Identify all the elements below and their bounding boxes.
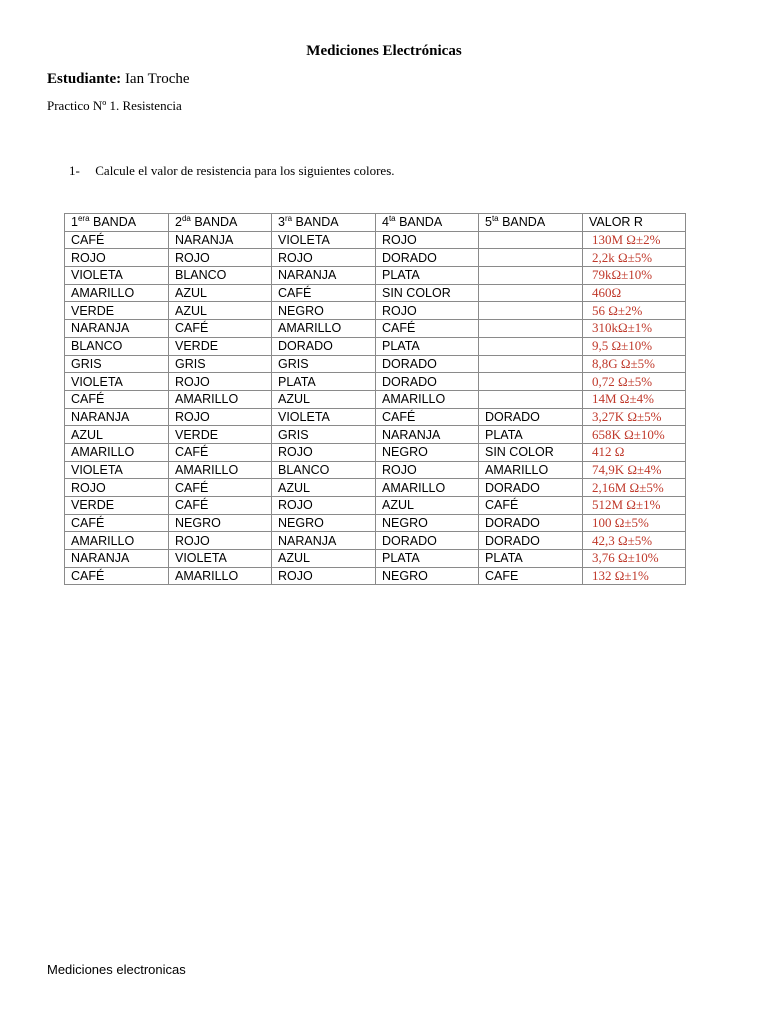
band-1-cell: BLANCO: [65, 337, 169, 355]
band-3-cell: GRIS: [272, 355, 376, 373]
table-row: [65, 497, 686, 515]
value-r-cell: 14M Ω±4%: [583, 390, 686, 408]
band-4-cell: ROJO: [376, 302, 479, 320]
band-2-cell: ROJO: [169, 373, 272, 391]
band-5-cell: [479, 267, 583, 285]
table-row: [65, 514, 686, 532]
band-3-cell: AZUL: [272, 479, 376, 497]
value-r-cell: 42,3 Ω±5%: [583, 532, 686, 550]
band-1-cell: CAFÉ: [65, 390, 169, 408]
table-row: [65, 443, 686, 461]
band-4-cell: PLATA: [376, 550, 479, 568]
band-4-cell: SIN COLOR: [376, 284, 479, 302]
band-2-cell: AZUL: [169, 302, 272, 320]
value-r-cell: 310kΩ±1%: [583, 320, 686, 338]
band-2-cell: ROJO: [169, 532, 272, 550]
header-label: BANDA: [89, 215, 137, 230]
table-row: [65, 249, 686, 267]
header-band-1: [65, 214, 169, 232]
value-r-cell: 74,9K Ω±4%: [583, 461, 686, 479]
table-row: [65, 231, 686, 249]
band-2-cell: AMARILLO: [169, 390, 272, 408]
band-5-cell: [479, 320, 583, 338]
band-4-cell: DORADO: [376, 373, 479, 391]
band-5-cell: [479, 355, 583, 373]
band-3-cell: AZUL: [272, 390, 376, 408]
table-body: [65, 231, 686, 585]
table-row: [65, 337, 686, 355]
page-footer: Mediciones electronicas: [47, 962, 186, 977]
table-row: [65, 302, 686, 320]
header-ordinal-suffix: ta: [491, 214, 499, 224]
band-4-cell: CAFÉ: [376, 408, 479, 426]
band-4-cell: NEGRO: [376, 514, 479, 532]
band-2-cell: AZUL: [169, 284, 272, 302]
band-3-cell: VIOLETA: [272, 408, 376, 426]
value-r-cell: 0,72 Ω±5%: [583, 373, 686, 391]
table-row: [65, 320, 686, 338]
band-2-cell: VERDE: [169, 337, 272, 355]
band-1-cell: AMARILLO: [65, 443, 169, 461]
band-1-cell: CAFÉ: [65, 231, 169, 249]
band-2-cell: CAFÉ: [169, 443, 272, 461]
band-4-cell: ROJO: [376, 461, 479, 479]
header-band-3: [272, 214, 376, 232]
header-label: BANDA: [292, 215, 339, 230]
band-5-cell: SIN COLOR: [479, 443, 583, 461]
band-1-cell: AMARILLO: [65, 532, 169, 550]
table-row: [65, 267, 686, 285]
document-title: Mediciones Electrónicas: [306, 43, 462, 59]
band-4-cell: ROJO: [376, 231, 479, 249]
header-label: BANDA: [395, 215, 443, 230]
band-3-cell: ROJO: [272, 443, 376, 461]
band-1-cell: NARANJA: [65, 320, 169, 338]
value-r-cell: 460Ω: [583, 284, 686, 302]
question-text: Calcule el valor de resistencia para los siguientes colores.: [95, 163, 395, 178]
band-2-cell: CAFÉ: [169, 320, 272, 338]
value-r-cell: 79kΩ±10%: [583, 267, 686, 285]
header-ordinal-suffix: ta: [388, 214, 396, 224]
table-row: [65, 461, 686, 479]
band-5-cell: [479, 337, 583, 355]
band-4-cell: PLATA: [376, 267, 479, 285]
value-r-cell: 130M Ω±2%: [583, 231, 686, 249]
band-4-cell: PLATA: [376, 337, 479, 355]
header-number: 5: [485, 215, 492, 230]
band-5-cell: DORADO: [479, 532, 583, 550]
band-1-cell: NARANJA: [65, 408, 169, 426]
header-ordinal-suffix: ra: [284, 214, 293, 224]
value-r-cell: 100 Ω±5%: [583, 514, 686, 532]
band-2-cell: AMARILLO: [169, 567, 272, 585]
band-5-cell: DORADO: [479, 514, 583, 532]
band-3-cell: PLATA: [272, 373, 376, 391]
band-2-cell: NARANJA: [169, 231, 272, 249]
header-band-2: [169, 214, 272, 232]
table-row: [65, 532, 686, 550]
band-5-cell: [479, 249, 583, 267]
band-2-cell: GRIS: [169, 355, 272, 373]
value-r-cell: 512M Ω±1%: [583, 497, 686, 515]
student-label: Estudiante:: [47, 71, 122, 87]
table-row: [65, 567, 686, 585]
header-band-5: [479, 214, 583, 232]
band-4-cell: DORADO: [376, 355, 479, 373]
band-5-cell: [479, 390, 583, 408]
value-r-cell: 3,76 Ω±10%: [583, 550, 686, 568]
band-4-cell: AZUL: [376, 497, 479, 515]
value-r-cell: 3,27K Ω±5%: [583, 408, 686, 426]
table-row: [65, 426, 686, 444]
header-ordinal-suffix: era: [77, 214, 90, 224]
band-3-cell: NEGRO: [272, 514, 376, 532]
table-row: [65, 284, 686, 302]
band-5-cell: AMARILLO: [479, 461, 583, 479]
header-label: VALOR R: [589, 215, 643, 230]
band-4-cell: AMARILLO: [376, 479, 479, 497]
band-5-cell: DORADO: [479, 479, 583, 497]
band-5-cell: PLATA: [479, 426, 583, 444]
band-3-cell: AMARILLO: [272, 320, 376, 338]
band-5-cell: CAFÉ: [479, 497, 583, 515]
header-label: BANDA: [190, 215, 238, 230]
band-1-cell: VIOLETA: [65, 373, 169, 391]
band-1-cell: ROJO: [65, 479, 169, 497]
band-5-cell: [479, 373, 583, 391]
table-row: [65, 479, 686, 497]
value-r-cell: 2,16M Ω±5%: [583, 479, 686, 497]
band-3-cell: NARANJA: [272, 532, 376, 550]
band-5-cell: DORADO: [479, 408, 583, 426]
band-2-cell: NEGRO: [169, 514, 272, 532]
band-3-cell: BLANCO: [272, 461, 376, 479]
band-1-cell: CAFÉ: [65, 567, 169, 585]
practice-heading: Practico Nº 1. Resistencia: [47, 98, 182, 113]
band-2-cell: CAFÉ: [169, 497, 272, 515]
table-row: [65, 408, 686, 426]
header-number: 3: [278, 215, 285, 230]
band-4-cell: NARANJA: [376, 426, 479, 444]
band-1-cell: NARANJA: [65, 550, 169, 568]
band-5-cell: [479, 231, 583, 249]
band-3-cell: CAFÉ: [272, 284, 376, 302]
value-r-cell: 9,5 Ω±10%: [583, 337, 686, 355]
resistor-color-table: [64, 213, 686, 585]
table-row: [65, 355, 686, 373]
value-r-cell: 658K Ω±10%: [583, 426, 686, 444]
band-2-cell: ROJO: [169, 408, 272, 426]
band-1-cell: VERDE: [65, 497, 169, 515]
band-5-cell: [479, 284, 583, 302]
band-1-cell: VIOLETA: [65, 267, 169, 285]
band-2-cell: AMARILLO: [169, 461, 272, 479]
band-1-cell: AZUL: [65, 426, 169, 444]
student-name: Ian Troche: [124, 71, 190, 87]
question-1: [69, 163, 395, 179]
table-row: [65, 390, 686, 408]
question-number: 1-: [69, 163, 80, 178]
band-3-cell: ROJO: [272, 497, 376, 515]
value-r-cell: 8,8G Ω±5%: [583, 355, 686, 373]
student-line: [47, 71, 190, 88]
band-1-cell: VIOLETA: [65, 461, 169, 479]
band-4-cell: NEGRO: [376, 443, 479, 461]
band-1-cell: AMARILLO: [65, 284, 169, 302]
band-3-cell: ROJO: [272, 249, 376, 267]
band-1-cell: ROJO: [65, 249, 169, 267]
band-3-cell: NEGRO: [272, 302, 376, 320]
value-r-cell: 412 Ω: [583, 443, 686, 461]
band-3-cell: GRIS: [272, 426, 376, 444]
header-ordinal-suffix: da: [181, 214, 191, 224]
header-label: BANDA: [498, 215, 546, 230]
band-3-cell: ROJO: [272, 567, 376, 585]
header-number: 4: [382, 215, 389, 230]
band-5-cell: CAFE: [479, 567, 583, 585]
header-number: 2: [175, 215, 182, 230]
band-4-cell: DORADO: [376, 249, 479, 267]
band-1-cell: GRIS: [65, 355, 169, 373]
table-header-row: [65, 214, 686, 232]
header-band-4: [376, 214, 479, 232]
band-2-cell: VIOLETA: [169, 550, 272, 568]
band-1-cell: VERDE: [65, 302, 169, 320]
band-5-cell: [479, 302, 583, 320]
band-3-cell: NARANJA: [272, 267, 376, 285]
band-1-cell: CAFÉ: [65, 514, 169, 532]
header-value-r: [583, 214, 686, 232]
table-row: [65, 373, 686, 391]
band-2-cell: CAFÉ: [169, 479, 272, 497]
band-3-cell: DORADO: [272, 337, 376, 355]
band-2-cell: BLANCO: [169, 267, 272, 285]
band-4-cell: CAFÉ: [376, 320, 479, 338]
value-r-cell: 56 Ω±2%: [583, 302, 686, 320]
band-3-cell: VIOLETA: [272, 231, 376, 249]
value-r-cell: 132 Ω±1%: [583, 567, 686, 585]
band-2-cell: ROJO: [169, 249, 272, 267]
band-4-cell: NEGRO: [376, 567, 479, 585]
table-row: [65, 550, 686, 568]
value-r-cell: 2,2k Ω±5%: [583, 249, 686, 267]
band-4-cell: AMARILLO: [376, 390, 479, 408]
header-number: 1: [71, 215, 78, 230]
band-5-cell: PLATA: [479, 550, 583, 568]
band-2-cell: VERDE: [169, 426, 272, 444]
band-3-cell: AZUL: [272, 550, 376, 568]
band-4-cell: DORADO: [376, 532, 479, 550]
